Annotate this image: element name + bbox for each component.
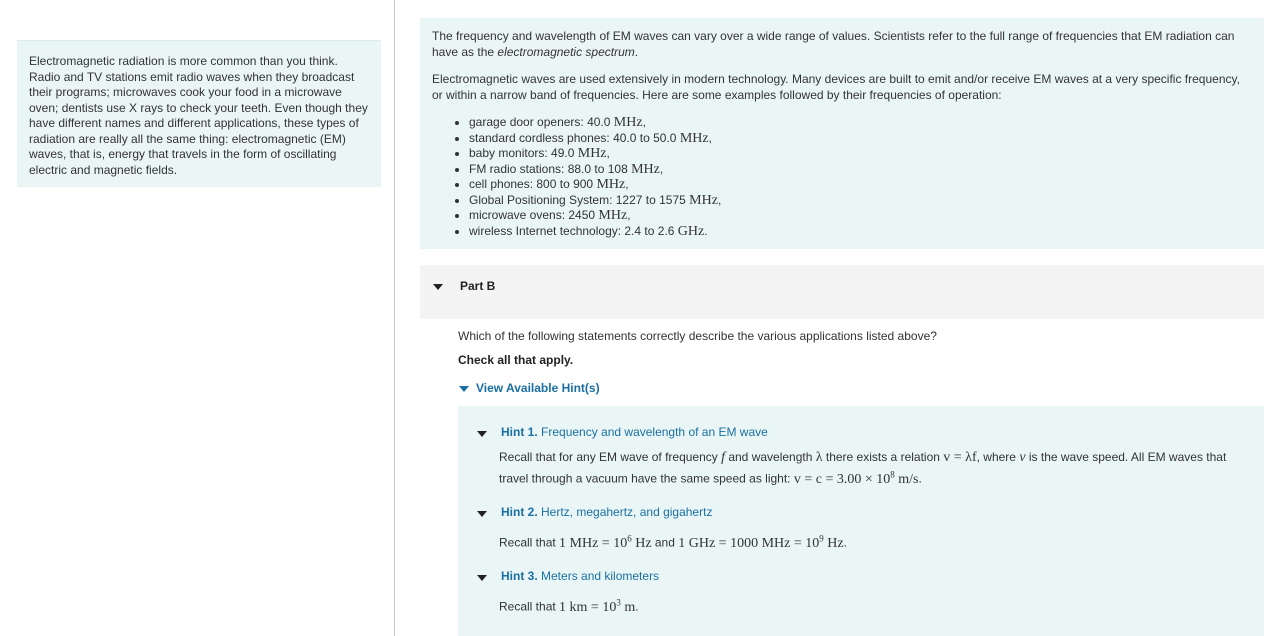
spectrum-term: electromagnetic spectrum [497, 44, 635, 59]
problem-intro [420, 18, 1264, 249]
intro-sidebar [17, 40, 381, 187]
list-item: • baby monitors: 49.0 MHz, [469, 146, 1252, 162]
intro-paragraph-2: Electromagnetic waves are used extensively in modern technology. Many devices are built to emit and/or receive EM waves at a very specific frequency, or within a narrow band of frequencies. Here are some examples followed by their frequencies of operation: [432, 72, 1240, 102]
part-b-header[interactable] [420, 265, 1264, 319]
hint-3-title[interactable]: Hint 3. Meters and kilometers [501, 569, 660, 583]
hint-2-triangle-icon[interactable] [477, 511, 487, 517]
column-divider [394, 0, 395, 636]
collapse-triangle-icon[interactable] [433, 284, 443, 290]
hint-3-body: Recall that 1 km = $10^3$ m. [499, 597, 639, 615]
list-item: • cell phones: 800 to 900 MHz, [469, 177, 1252, 193]
hints-triangle-icon [459, 386, 469, 392]
view-hints-label[interactable]: View Available Hint(s) [476, 381, 600, 395]
question-text: Which of the following statements correctly describe the various applications listed above? [458, 329, 937, 343]
view-hints-toggle[interactable] [458, 381, 600, 397]
list-item: • wireless Internet technology: 2.4 to 2.6 GHz. [469, 224, 1252, 240]
instruction-text: Check all that apply. [458, 353, 574, 367]
applications-list [432, 115, 1252, 239]
hint-1-triangle-icon[interactable] [477, 431, 487, 437]
hint-3-triangle-icon[interactable] [477, 575, 487, 581]
intro-paragraph-1: The frequency and wavelength of EM waves can vary over a wide range of values. Scientists refer to the full range of frequencies that EM radiation can have as the electromagnetic spectrum. [432, 29, 1235, 59]
list-item: • microwave ovens: 2450 MHz, [469, 208, 1252, 224]
list-item: • garage door openers: 40.0 MHz, [469, 115, 1252, 131]
part-b-title: Part B [460, 279, 496, 293]
list-item: • Global Positioning System: 1227 to 1575 MHz, [469, 193, 1252, 209]
hint-2-body: Recall that 1 MHz = $10^6$ Hz and 1 GHz = 1000 MHz = $10^9$ Hz. [499, 533, 847, 551]
sidebar-text: Electromagnetic radiation is more common than you think. Radio and TV stations emit radio waves when they broadcast their programs; microwaves cook your food in a microwave oven; dentists use X rays to check your teeth. Even though they have different names and different applications, these types of radiation are really all the same thing: electromagnetic (EM) waves, that is, energy that travels in the form of oscillating electric and magnetic fields. [29, 54, 368, 177]
hint-1-body: Recall that for any EM wave of frequency f and wavelength λ there exists a relation v = λf, where v is the wave speed. All EM waves that travel through a vacuum have the same speed as light: $v = c = 3.00 \times 10^8$ m/s. [499, 450, 1227, 487]
list-item: • FM radio stations: 88.0 to 108 MHz, [469, 162, 1252, 178]
list-item: • standard cordless phones: 40.0 to 50.0 MHz, [469, 131, 1252, 147]
hints-panel [458, 406, 1264, 636]
hint-1-title[interactable]: Hint 1. Frequency and wavelength of an EM wave [501, 425, 768, 439]
hint-2-title[interactable]: Hint 2. Hertz, megahertz, and gigahertz [501, 505, 713, 519]
